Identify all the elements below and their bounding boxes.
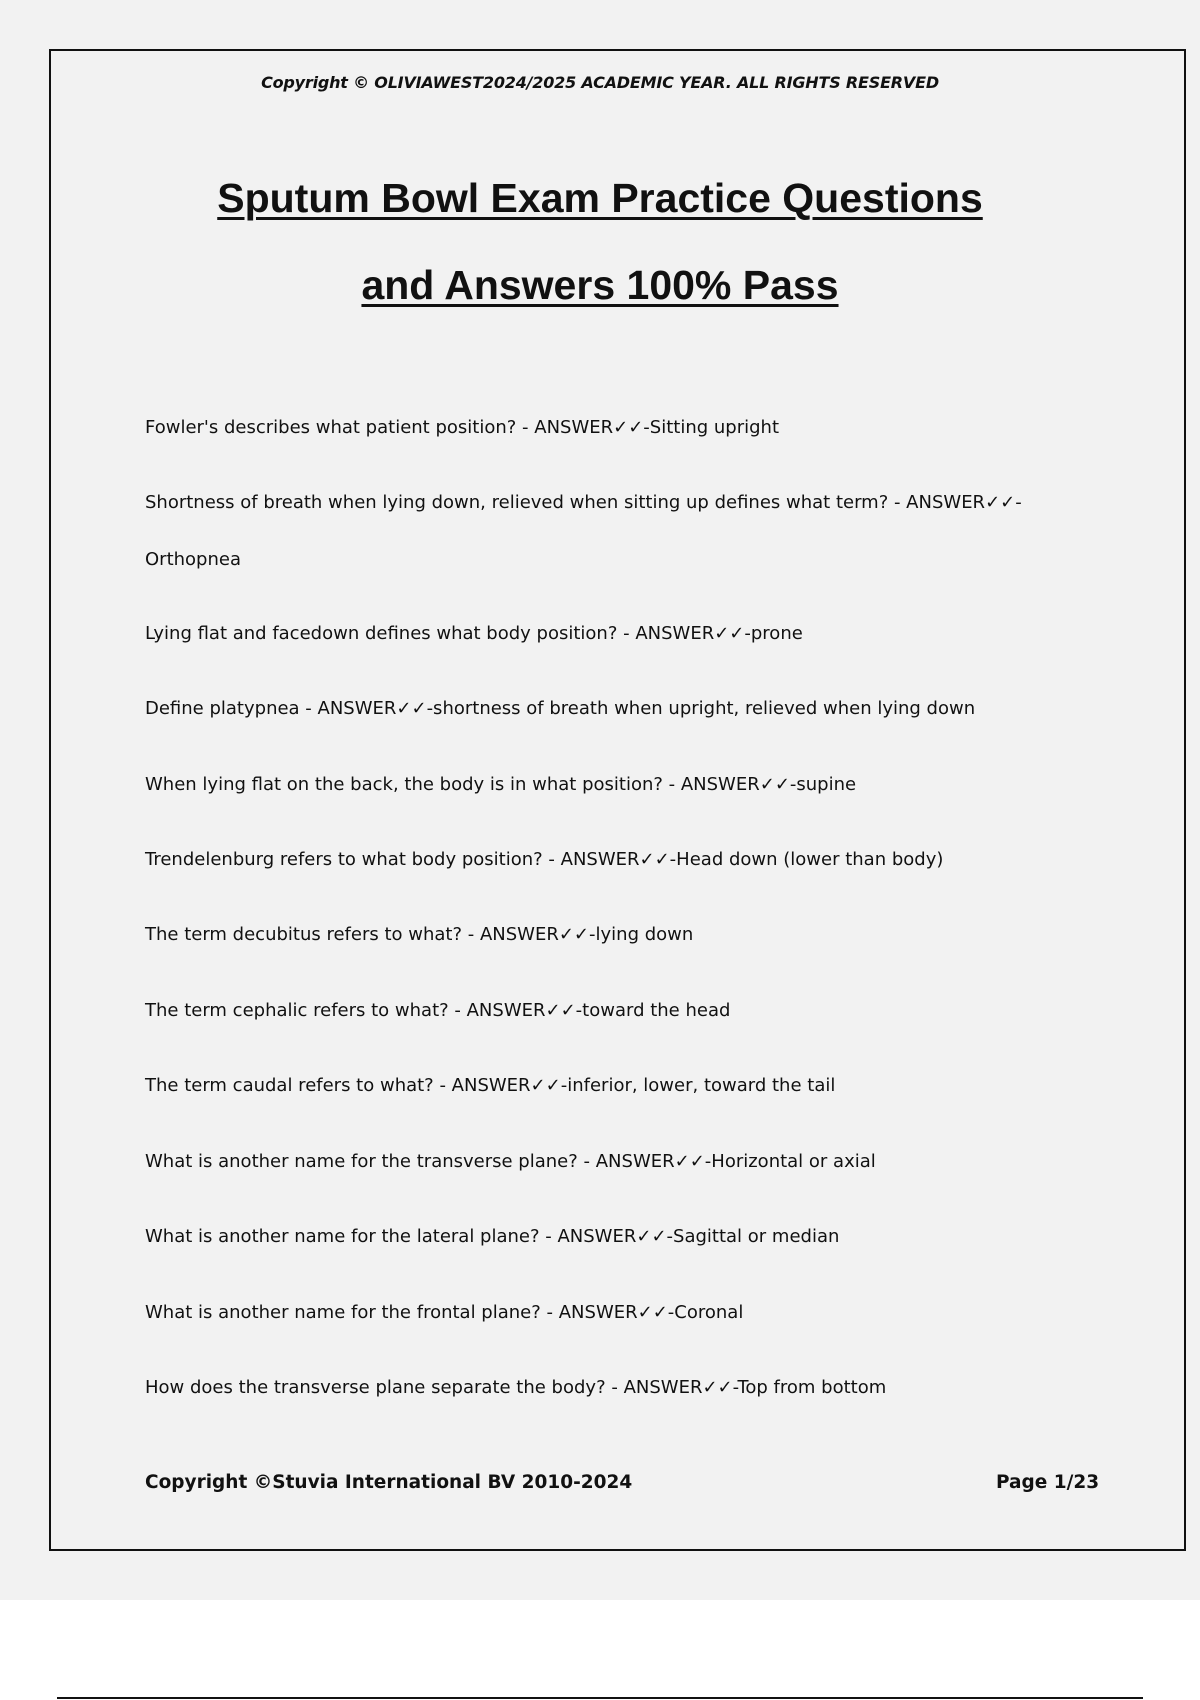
qa-item: The term decubitus refers to what? - ANSWER✓✓-lying down <box>145 924 694 945</box>
footer-copyright: Copyright ©Stuvia International BV 2010-2024 <box>145 1472 633 1493</box>
qa-item: Lying flat and facedown defines what body position? - ANSWER✓✓-prone <box>145 623 803 644</box>
qa-item: Trendelenburg refers to what body position? - ANSWER✓✓-Head down (lower than body) <box>145 849 944 870</box>
header-copyright: Copyright © OLIVIAWEST2024/2025 ACADEMIC YEAR. ALL RIGHTS RESERVED <box>261 73 939 92</box>
title-text-2: and Answers 100% Pass <box>361 262 839 308</box>
qa-item: What is another name for the transverse plane? - ANSWER✓✓-Horizontal or axial <box>145 1151 876 1172</box>
qa-item: What is another name for the lateral plane? - ANSWER✓✓-Sagittal or median <box>145 1226 840 1247</box>
qa-item: Fowler's describes what patient position? - ANSWER✓✓-Sitting upright <box>145 417 780 438</box>
qa-item: When lying flat on the back, the body is in what position? - ANSWER✓✓-supine <box>145 774 857 795</box>
qa-item: Define platypnea - ANSWER✓✓-shortness of breath when upright, relieved when lying down <box>145 698 976 719</box>
document-title-line-1 <box>0 174 1200 222</box>
next-page-divider <box>57 1697 1143 1699</box>
qa-item: The term cephalic refers to what? - ANSWER✓✓-toward the head <box>145 1000 731 1021</box>
qa-item: The term caudal refers to what? - ANSWER✓✓-inferior, lower, toward the tail <box>145 1075 836 1096</box>
document-title-line-2 <box>0 261 1200 309</box>
title-text-1: Sputum Bowl Exam Practice Questions <box>217 175 983 221</box>
qa-item: What is another name for the frontal plane? - ANSWER✓✓-Coronal <box>145 1302 744 1323</box>
qa-item: Shortness of breath when lying down, relieved when sitting up defines what term? - ANSWER✓✓- Orthopnea <box>145 492 1022 570</box>
qa-item: How does the transverse plane separate the body? - ANSWER✓✓-Top from bottom <box>145 1377 887 1398</box>
page-number: Page 1/23 <box>996 1472 1100 1493</box>
